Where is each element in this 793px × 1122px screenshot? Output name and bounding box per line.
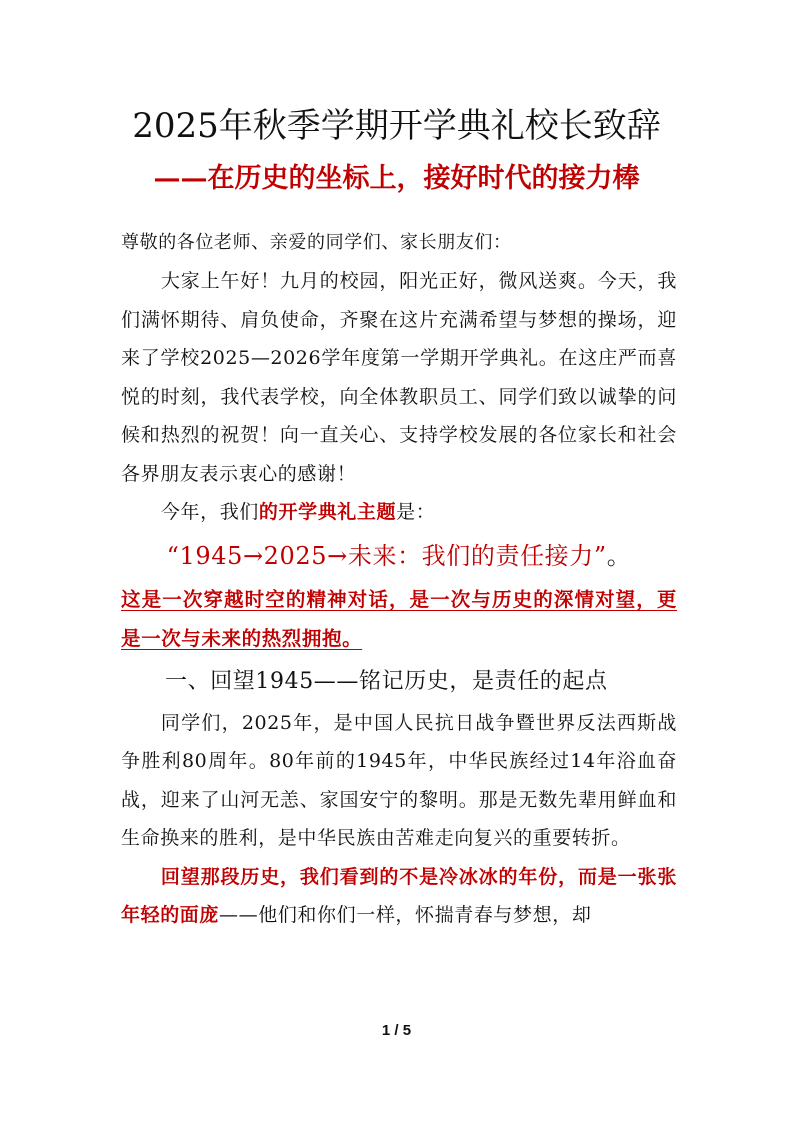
- theme-intro-prefix: 今年，我们: [160, 501, 259, 523]
- document-body: [121, 224, 677, 935]
- paragraph-reflection: [121, 858, 677, 935]
- greeting: 尊敬的各位老师、亲爱的同学们、家长朋友们：: [121, 232, 512, 253]
- reflection-rest: ——他们和你们一样，怀揣青春与梦想，却: [219, 904, 592, 926]
- section-heading-1: 一、回望1945——铭记历史，是责任的起点: [165, 668, 608, 694]
- page-subtitle: ——在历史的坐标上，接好时代的接力棒: [153, 163, 640, 194]
- paragraph-theme-intro: [121, 493, 677, 532]
- page-number: 1 / 5: [381, 1022, 412, 1039]
- paragraph-history: 同学们，2025年，是中国人民抗日战争暨世界反法西斯战争胜利80周年。80年前的1945年，中华民族经过14年浴血奋战，迎来了山河无恙、家国安宁的黎明。那是无数先辈用鲜血和生命换来的胜利，是中华民族由苦难走向复兴的重要转折。: [121, 711, 677, 849]
- paragraph-welcome: 大家上午好！九月的校园，阳光正好，微风送爽。今天，我们满怀期待、肩负使命，齐聚在这片充满希望与梦想的操场，迎来了学校2025—2026学年度第一学期开学典礼。在这庄严而喜悦的时刻，我代表学校，向全体教职员工、同学们致以诚挚的问候和热烈的祝贺！向一直关心、支持学校发展的各位家长和社会各界朋友表示衷心的感谢！: [121, 270, 677, 485]
- highlight-statement: 这是一次穿越时空的精神对话，是一次与历史的深情对望，更是一次与未来的热烈拥抱。: [121, 587, 677, 650]
- theme-intro-suffix: 是：: [396, 501, 436, 523]
- reflection-emphasis: 回望那段历史，我们看到的不是冷冰冰的年份，而是一张张年轻的面庞: [121, 865, 677, 926]
- theme-intro-emphasis: 的开学典礼主题: [258, 501, 397, 523]
- theme-text: “1945→2025→未来：我们的责任接力”: [166, 541, 607, 570]
- theme-statement: [121, 534, 677, 578]
- theme-end: 。: [606, 541, 632, 570]
- page-title: 2025年秋季学期开学典礼校长致辞: [132, 106, 661, 146]
